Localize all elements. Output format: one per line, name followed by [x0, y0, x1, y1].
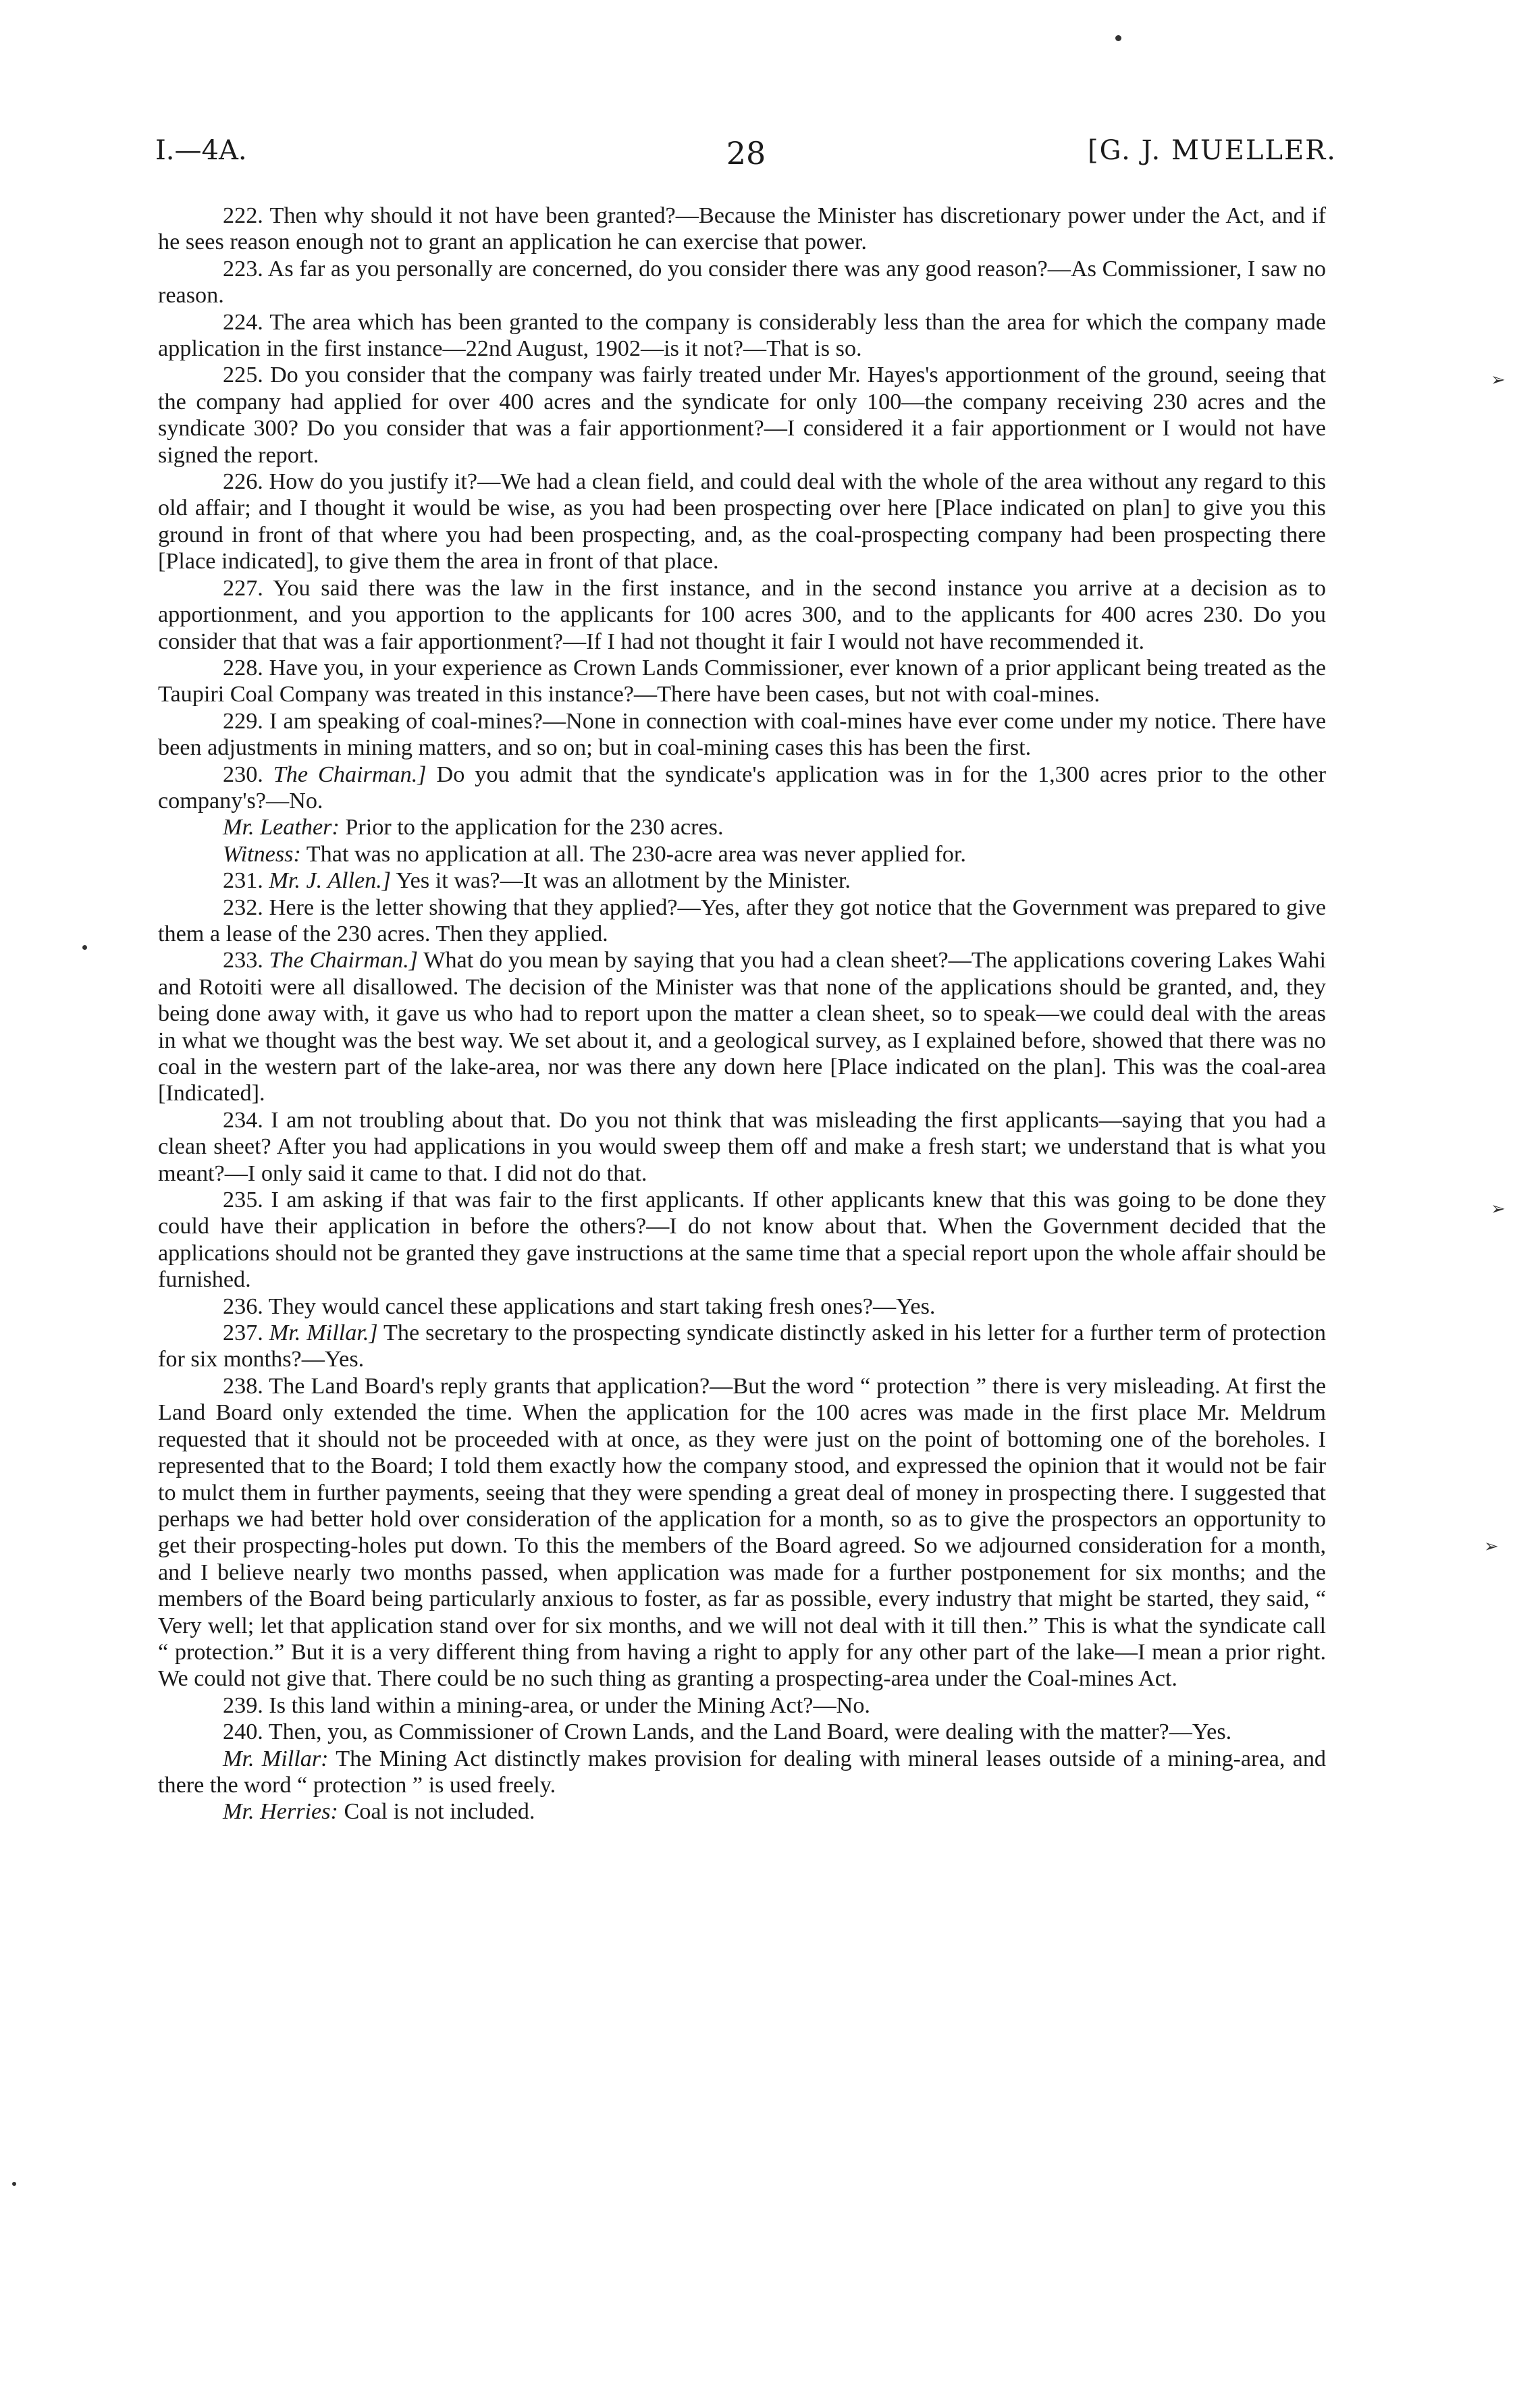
paragraph — [158, 1692, 1326, 1719]
paragraph — [158, 1746, 1326, 1799]
paragraph-text: That was no application at all. The 230-acre area was never applied for. — [306, 841, 966, 867]
speaker: Witness: — [223, 841, 301, 867]
page-number: 28 — [726, 135, 766, 171]
question-number: 224. — [223, 309, 263, 335]
paragraph — [158, 1320, 1326, 1373]
paragraph — [158, 1798, 1326, 1825]
paragraph — [158, 1373, 1326, 1692]
question-number: 229. — [223, 708, 263, 734]
scan-dot — [1115, 35, 1121, 41]
paragraph-text: Do you admit that the syndicate's application was in for the 1,300 acres prior to the other company's?—No. — [158, 761, 1326, 813]
paragraph — [158, 1187, 1326, 1293]
paragraph — [158, 1107, 1326, 1187]
question-number: 230. — [223, 761, 263, 787]
page-header — [155, 135, 1337, 182]
evidence-text — [158, 203, 1326, 1825]
paragraph — [158, 469, 1326, 575]
question-number: 223. — [223, 256, 263, 282]
question-number: 231. — [223, 868, 263, 894]
paragraph-text: Here is the letter showing that they applied?—Yes, after they got notice that the Government was prepared to give them a lease of the 230 acres. Then they applied. — [158, 894, 1327, 946]
paragraph-text: Then why should it not have been granted?—Because the Minister has discretionary power under the Act, and if he sees reason enough not to grant an application he can exercise that power. — [158, 203, 1326, 255]
speaker: Mr. Herries: — [223, 1799, 338, 1825]
paragraph-text: Then, you, as Commissioner of Crown Lands, and the Land Board, were dealing with the matter?—Yes. — [268, 1719, 1232, 1745]
paragraph — [158, 947, 1326, 1106]
paragraph-text: I am asking if that was fair to the first applicants. If other applicants knew that this was going to be done they could have their application in before the others?—I do not know about that. When the Government decided that the applications should not be granted they gave instructions at the same time that a special report upon the whole affair should be furnished. — [158, 1187, 1326, 1293]
paragraph-text: I am not troubling about that. Do you not think that was misleading the first applicants—saying that you had a clean sheet? After you had applications in you would sweep them off and make a fresh start; we understand that is what you meant?—I only said it came to that. I did not do that. — [158, 1107, 1327, 1186]
paragraph — [158, 575, 1326, 655]
margin-arrow-icon: ➢ — [1484, 1536, 1499, 1557]
paragraph-text: The area which has been granted to the company is considerably less than the area for which the company made application in the first instance—22nd August, 1902—is it not?—That is so. — [158, 309, 1326, 362]
paragraph — [158, 761, 1326, 815]
question-number: 226. — [223, 469, 263, 495]
paragraph-text: The Land Board's reply grants that application?—But the word “ protection ” there is very misleading. At first the Land Board only extended the time. When the application for the 100 acres was made in the first place Mr. Meldrum requested that it should not be proceeded with at once, as they were just on the point of bottoming one of the boreholes. I represented that to the Board; I told them exactly how the company stood, and expressed the opinion that it would not be fair to mulct them in further payments, seeing that they were spending a great deal of money in prospecting there. I suggested that perhaps we had better hold over consideration of the application for a month, so as to give the prospectors an opportunity to get their prospecting-holes put down. To this the members of the Board agreed. So we adjourned consideration for a month, and I believe nearly two months passed, when application was made for a further postponement for six months; and the members of the Board being particularly anxious to foster, as far as possible, every industry that might be started, they said, “ Very well; let that application stand over for six months, and we will not deal with it till then.” This is what the syndicate call “ protection.” But it is a very different thing from having a right to apply for any other part of the lake—I mean a prior right. We could not give that. There could be no such thing as granting a prospecting-area under the Coal-mines Act. — [158, 1373, 1327, 1692]
question-number: 228. — [223, 655, 263, 680]
paragraph — [158, 1293, 1326, 1320]
paragraph-text: The secretary to the prospecting syndicate distinctly asked in his letter for a further term of protection for six months?—Yes. — [158, 1320, 1326, 1372]
paragraph-text: I am speaking of coal-mines?—None in connection with coal-mines have ever come under my notice. There have been adjustments in mining matters, and so on; but in coal-mining cases this has been the first. — [158, 708, 1327, 761]
paragraph — [158, 814, 1326, 840]
document-reference: I.—4A. — [155, 135, 247, 166]
paragraph — [158, 894, 1326, 948]
question-number: 234. — [223, 1107, 263, 1133]
paragraph-text: Prior to the application for the 230 acres. — [345, 815, 724, 840]
question-number: 239. — [223, 1692, 263, 1718]
question-number: 225. — [223, 363, 263, 388]
speaker: Mr. Millar: — [223, 1746, 329, 1771]
margin-arrow-icon: ➢ — [1491, 1199, 1506, 1219]
paragraph-text: What do you mean by saying that you had a clean sheet?—The applications covering Lakes Wahi and Rotoiti were all disallowed. The decision of the Minister was that none of the applications should be granted, and, they being done away with, it gave us who had to report upon the matter a clean sheet, so to speak—we could deal with the areas in what we thought was the best way. We set about it, and a geological survey, as I explained before, showed that there was no coal in the western part of the lake-area, nor was there any down here [Place indicated on the plan]. This was the coal-area [Indicated]. — [158, 948, 1326, 1106]
question-number: 233. — [223, 948, 263, 973]
paragraph — [158, 309, 1326, 363]
question-number: 222. — [223, 203, 263, 228]
question-number: 238. — [223, 1373, 263, 1399]
question-number: 237. — [223, 1320, 263, 1346]
question-number: 240. — [223, 1719, 263, 1745]
speaker: The Chairman.] — [273, 761, 427, 787]
speaker: The Chairman.] — [269, 948, 419, 973]
speaker: Mr. J. Allen.] — [269, 868, 392, 894]
paragraph — [158, 203, 1326, 256]
paragraph-text: Yes it was?—It was an allotment by the Minister. — [396, 868, 851, 894]
speaker: Mr. Millar.] — [269, 1320, 378, 1346]
question-number: 227. — [223, 575, 263, 601]
paragraph-text: You said there was the law in the first instance, and in the second instance you arrive at a decision as to apportionment, and you apportion to the applicants for 100 acres 300, and to the applicants for 400 acres 230. Do you consider that that was a fair apportionment?—If I had not thought it fair I would not have recommended it. — [158, 575, 1326, 654]
paragraph-text: Do you consider that the company was fairly treated under Mr. Hayes's apportionment of the ground, seeing that the company had applied for over 400 acres and the syndicate for only 100—the company receiving 230 acres and the syndicate 300? Do you consider that was a fair apportionment?—I considered it a fair apportionment or I would not have signed the report. — [158, 363, 1326, 468]
paragraph — [158, 1719, 1326, 1745]
question-number: 232. — [223, 894, 263, 920]
question-number: 236. — [223, 1293, 263, 1319]
paragraph-text: Have you, in your experience as Crown Lands Commissioner, ever known of a prior applicant being treated as the Taupiri Coal Company was treated in this instance?—There have been cases, but not with coal-mines. — [158, 655, 1326, 707]
paragraph-text: Is this land within a mining-area, or under the Mining Act?—No. — [269, 1692, 870, 1718]
margin-arrow-icon: ➢ — [1491, 370, 1506, 390]
paragraph — [158, 867, 1326, 894]
question-number: 235. — [223, 1187, 263, 1213]
paragraph-text: They would cancel these applications and start taking fresh ones?—Yes. — [268, 1293, 936, 1319]
paragraph — [158, 655, 1326, 708]
witness-name: [G. J. MUELLER. — [1088, 135, 1337, 166]
paragraph — [158, 841, 1326, 867]
paragraph-text: As far as you personally are concerned, do you consider there was any good reason?—As Commissioner, I saw no reason. — [158, 256, 1326, 309]
margin-dot — [82, 945, 87, 950]
paragraph-text: Coal is not included. — [344, 1799, 535, 1825]
paragraph — [158, 256, 1326, 309]
paragraph — [158, 708, 1326, 761]
paragraph-text: How do you justify it?—We had a clean field, and could deal with the whole of the area without any regard to this old affair; and I thought it would be wise, as you had been prospecting over here [Place indicated on plan] to give you this ground in front of that where you had been prospecting, and, as the coal-prospecting company had been prospecting there [Place indicated], to give them the area in front of that place. — [158, 469, 1327, 574]
paragraph — [158, 362, 1326, 469]
paragraph-text: The Mining Act distinctly makes provision for dealing with mineral leases outside of a mining-area, and there the word “ protection ” is used freely. — [158, 1746, 1327, 1798]
margin-dot — [12, 2182, 16, 2186]
speaker: Mr. Leather: — [223, 815, 340, 840]
